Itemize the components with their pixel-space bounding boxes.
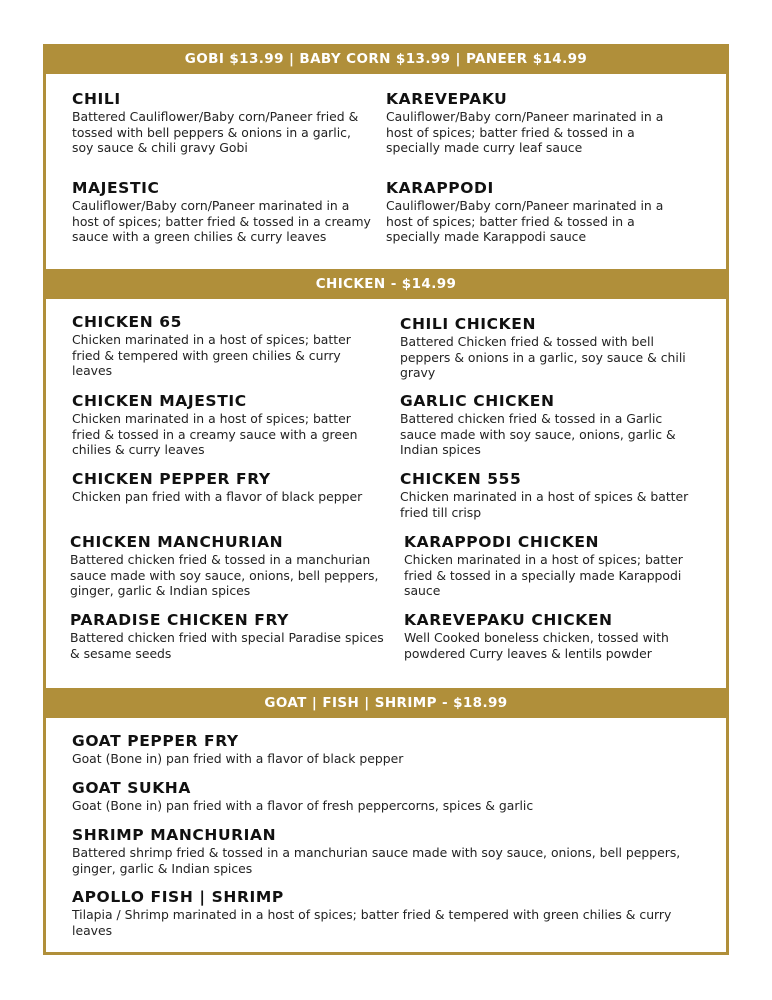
item-name: KARAPPODI <box>386 179 494 197</box>
item-description: Battered chicken fried & tossed in a Garlic sauce made with soy sauce, onions, garlic & Indian spices <box>400 411 676 457</box>
item-description: Battered Chicken fried & tossed with bell peppers & onions in a garlic, soy sauce & chili gravy <box>400 334 686 380</box>
item-description: Cauliflower/Baby corn/Paneer marinated in a host of spices; batter fried & tossed in a creamy sauce with a green chilies & curry leaves <box>72 198 371 244</box>
item-name: CHICKEN MAJESTIC <box>72 392 247 410</box>
item-name: CHICKEN PEPPER FRY <box>72 470 271 488</box>
item-description: Battered chicken fried & tossed in a manchurian sauce made with soy sauce, onions, bell peppers, ginger, garlic & Indian spices <box>70 552 379 598</box>
item-name: CHICKEN 555 <box>400 470 522 488</box>
menu-item-chicken-555 <box>400 469 700 520</box>
menu-item-goat-pepper-fry <box>72 731 702 767</box>
item-name: GOAT SUKHA <box>72 779 191 797</box>
menu-item-chicken-pepper-fry <box>72 469 377 505</box>
menu-item-karappodi <box>386 178 691 245</box>
menu-item-chicken-manchurian <box>70 532 380 599</box>
item-name: CHILI CHICKEN <box>400 315 537 333</box>
menu-item-chicken-majestic <box>72 391 377 458</box>
menu-item-majestic <box>72 178 372 245</box>
item-name: KAREVEPAKU <box>386 90 508 108</box>
item-name: MAJESTIC <box>72 179 160 197</box>
item-name: GARLIC CHICKEN <box>400 392 555 410</box>
menu-item-chili <box>72 89 372 156</box>
menu-item-karevepaku-chicken <box>404 610 694 661</box>
item-description: Chicken marinated in a host of spices; batter fried & tossed in a creamy sauce with a green chilies & curry leaves <box>72 411 358 457</box>
menu-item-chili-chicken <box>400 314 700 381</box>
section-header-chicken: CHICKEN - $14.99 <box>43 269 729 299</box>
menu-item-shrimp-manchurian <box>72 825 702 876</box>
item-name: PARADISE CHICKEN FRY <box>70 611 290 629</box>
section-header-goat-fish-shrimp: GOAT | FISH | SHRIMP - $18.99 <box>43 688 729 718</box>
item-description: Goat (Bone in) pan fried with a flavor of fresh peppercorns, spices & garlic <box>72 798 534 813</box>
item-description: Chicken marinated in a host of spices; batter fried & tossed in a specially made Karappodi sauce <box>404 552 683 598</box>
item-description: Battered chicken fried with special Paradise spices & sesame seeds <box>70 630 384 661</box>
section-header-gobi-babycorn-paneer: GOBI $13.99 | BABY CORN $13.99 | PANEER $14.99 <box>43 44 729 74</box>
item-description: Chicken pan fried with a flavor of black pepper <box>72 489 363 504</box>
item-name: APOLLO FISH | SHRIMP <box>72 888 284 906</box>
item-name: CHICKEN 65 <box>72 313 183 331</box>
item-description: Battered shrimp fried & tossed in a manchurian sauce made with soy sauce, onions, bell peppers, ginger, garlic & Indian spices <box>72 845 681 876</box>
item-name: CHICKEN MANCHURIAN <box>70 533 284 551</box>
menu-item-garlic-chicken <box>400 391 700 458</box>
menu-item-apollo-fish-shrimp <box>72 887 702 938</box>
item-description: Chicken marinated in a host of spices; batter fried & tempered with green chilies & curry leaves <box>72 332 351 378</box>
item-description: Cauliflower/Baby corn/Paneer marinated in a host of spices; batter fried & tossed in a specially made curry leaf sauce <box>386 109 664 155</box>
item-description: Battered Cauliflower/Baby corn/Paneer fried & tossed with bell peppers & onions in a garlic, soy sauce & chili gravy Gobi <box>72 109 359 155</box>
item-description: Well Cooked boneless chicken, tossed with powdered Curry leaves & lentils powder <box>404 630 669 661</box>
menu-item-karappodi-chicken <box>404 532 704 599</box>
menu-item-karevepaku <box>386 89 691 156</box>
item-name: CHILI <box>72 90 121 108</box>
menu-item-goat-sukha <box>72 778 702 814</box>
item-description: Tilapia / Shrimp marinated in a host of spices; batter fried & tempered with green chilies & curry leaves <box>72 907 672 938</box>
item-description: Cauliflower/Baby corn/Paneer marinated in a host of spices; batter fried & tossed in a specially made Karappodi sauce <box>386 198 664 244</box>
item-description: Goat (Bone in) pan fried with a flavor of black pepper <box>72 751 404 766</box>
item-name: KAREVEPAKU CHICKEN <box>404 611 613 629</box>
item-description: Chicken marinated in a host of spices & batter fried till crisp <box>400 489 689 520</box>
menu-item-paradise-chicken-fry <box>70 610 385 661</box>
menu-item-chicken-65 <box>72 312 377 379</box>
item-name: KARAPPODI CHICKEN <box>404 533 600 551</box>
item-name: GOAT PEPPER FRY <box>72 732 239 750</box>
item-name: SHRIMP MANCHURIAN <box>72 826 277 844</box>
